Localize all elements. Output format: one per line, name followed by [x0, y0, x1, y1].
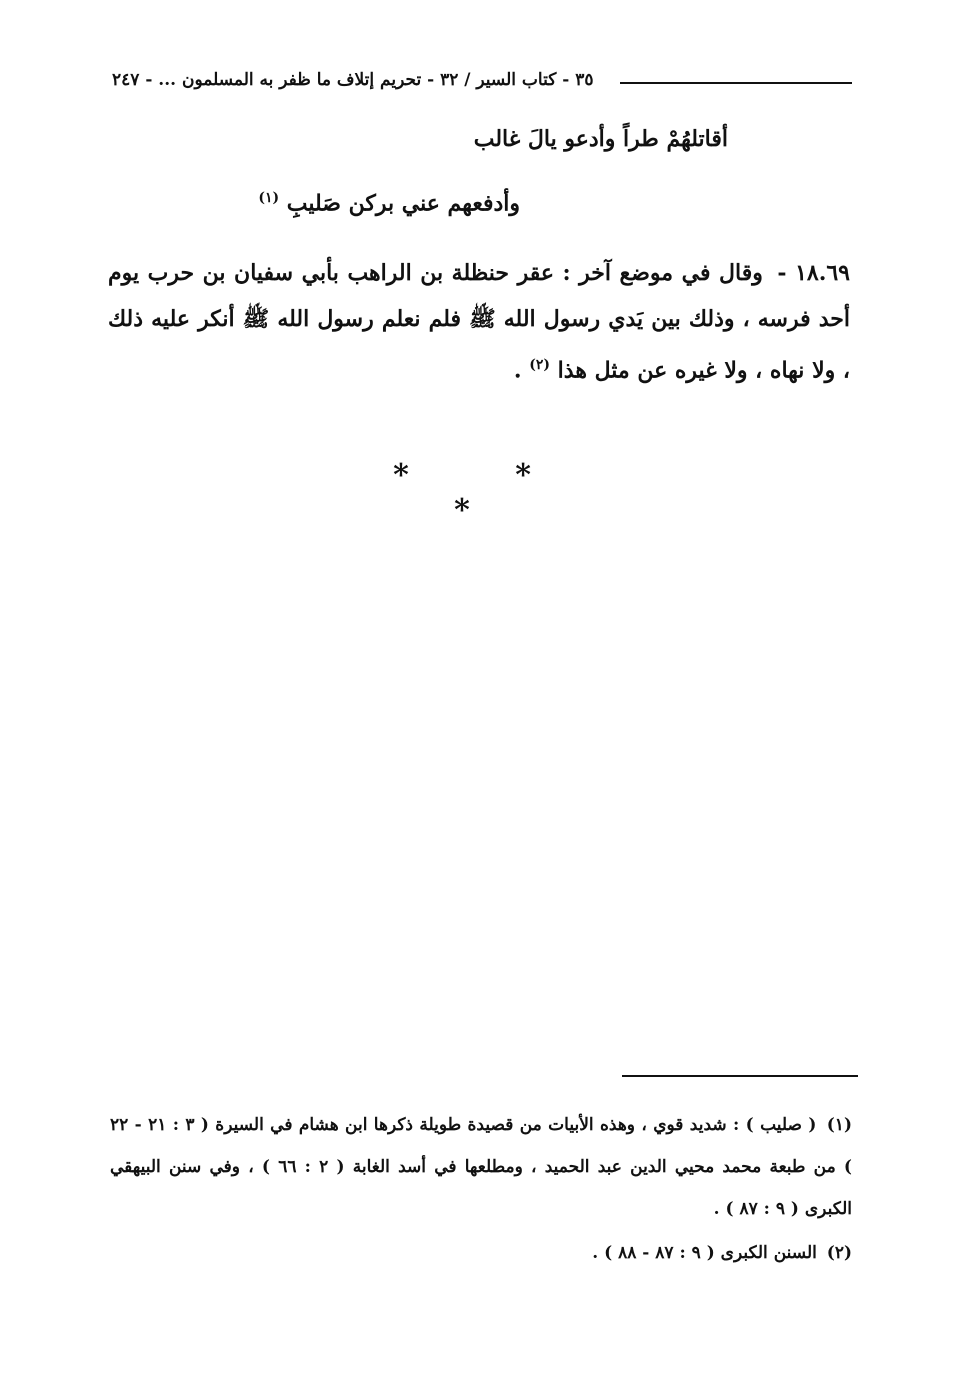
verse-line-2-text: وأدفعهم عني بركن صَليبِ — [286, 190, 520, 217]
header-rule — [620, 82, 852, 84]
entry-number: ١٨.٦٩ - — [777, 260, 850, 286]
footnote-number: (٢) — [826, 1243, 852, 1263]
verse-line-1: أقاتلهُمْ طراً وأدعو يالَ غالب — [473, 126, 728, 152]
footnote-text: السنن الكبرى ( ٩ : ٨٧ - ٨٨ ) . — [592, 1243, 817, 1263]
footnote-2 — [110, 1232, 852, 1274]
footnote-rule — [622, 1075, 858, 1077]
footnotes — [110, 1104, 852, 1274]
header-title: ٣٥ - كتاب السير / ٣٢ - تحريم إتلاف ما ظفر به المسلمون ... - ٢٤٧ — [112, 70, 594, 90]
entry-end: . — [513, 357, 522, 384]
footnote-1 — [110, 1104, 852, 1230]
verse-line-2 — [258, 190, 520, 216]
footnote-number: (١) — [826, 1115, 852, 1135]
running-header — [112, 64, 852, 98]
footnote-ref-1[interactable]: (١) — [258, 190, 280, 206]
entry-text: وقال في موضع آخر : عقر حنظلة بن الراهب بأبي سفيان بن حرب يوم أحد فرسه ، وذلك بين يَدي رسول الله ﷺ فلم نعلم رسول الله ﷺ أنكر عليه ذلك ، ولا نهاه ، ولا غيره عن مثل هذا — [108, 260, 850, 384]
footnote-ref-2[interactable]: (٢) — [529, 357, 550, 373]
footnote-text: ( صليب ) : شديد قوي ، وهذه الأبيات من قصيدة طويلة ذكرها ابن هشام في السيرة ( ٣ : ٢١ - ٢٢ ) من طبعة محمد محيي الدين عبد الحميد ، ومطلعها في أسد الغابة ( ٢ : ٦٦ ) ، وفي سنن البيهقي الكبرى ( ٩ : ٨٧ ) . — [110, 1115, 852, 1219]
section-divider: * * * — [393, 458, 579, 528]
entry-paragraph — [108, 250, 850, 393]
